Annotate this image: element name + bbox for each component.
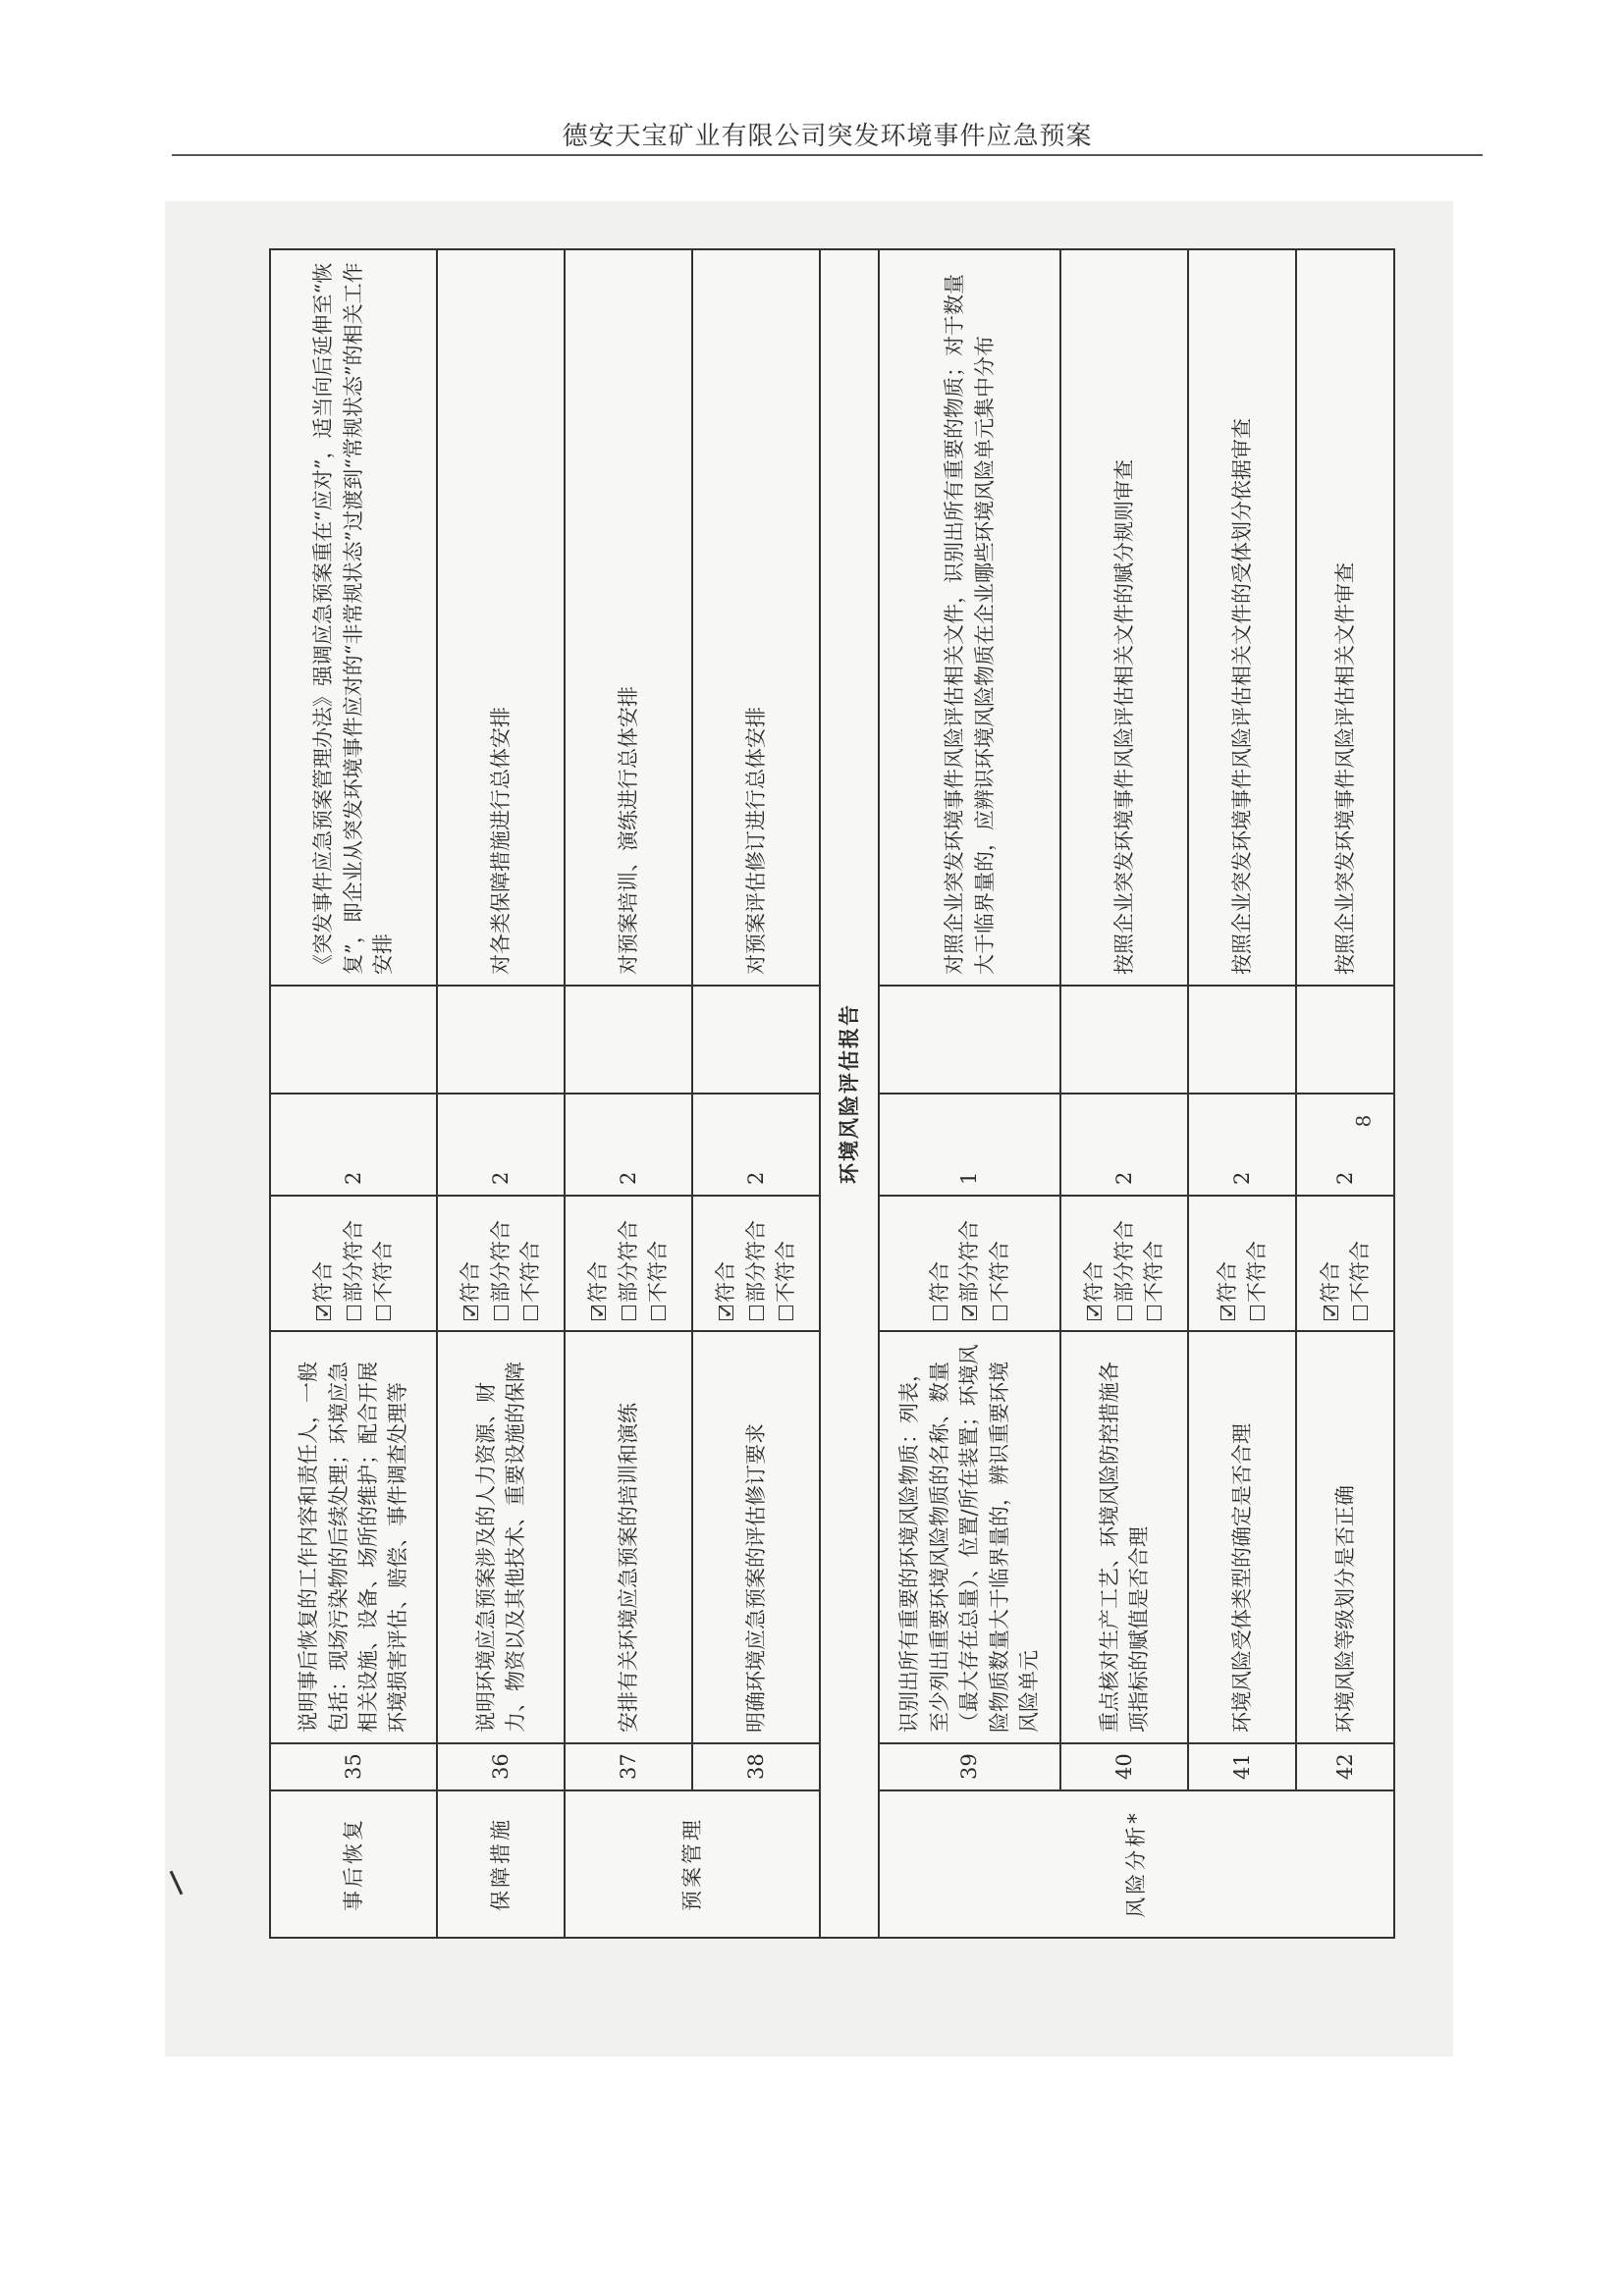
compliance-option	[1316, 1206, 1345, 1320]
compliance-option	[339, 1206, 368, 1320]
table-row	[565, 249, 692, 1938]
compliance-option	[1110, 1206, 1139, 1320]
category-cell: 事后恢复	[270, 1790, 437, 1938]
requirement-text: 说明事后恢复的工作内容和责任人，一般包括：现场污染物的后续处理；环境应急相关设施、设备、场所的维护；配合开展环境损害评估、赔偿、事件调查处理等	[270, 1331, 437, 1743]
score-blank	[565, 986, 692, 1094]
item-number: 37	[565, 1743, 692, 1790]
review-table	[269, 248, 1395, 1939]
explanation-text: 对预案评估修订进行总体安排	[692, 249, 820, 986]
checked-box-icon	[316, 1306, 331, 1320]
explanation-text: 按照企业突发环境事件风险评估相关文件审查	[1296, 249, 1394, 986]
table-row	[1296, 249, 1394, 1938]
table-row	[437, 249, 565, 1938]
option-label: 部分符合	[957, 1220, 982, 1303]
checkbox-icon	[494, 1306, 509, 1320]
compliance-option	[954, 1206, 984, 1320]
option-label: 符合	[1318, 1261, 1342, 1303]
option-label: 符合	[714, 1261, 738, 1303]
page-header-title: 德安天宝矿业有限公司突发环境事件应急预案	[562, 122, 1093, 151]
checkbox-icon	[1147, 1306, 1162, 1320]
compliance-option	[308, 1206, 338, 1320]
score-value: 2	[1188, 1094, 1296, 1196]
option-label: 部分符合	[616, 1220, 640, 1303]
compliance-option	[583, 1206, 613, 1320]
explanation-text: 按照企业突发环境事件风险评估相关文件的赋分规则审查	[1060, 249, 1188, 986]
compliance-option	[1139, 1206, 1168, 1320]
compliance-options	[565, 1196, 692, 1331]
compliance-options	[270, 1196, 437, 1331]
option-label: 符合	[1215, 1261, 1239, 1303]
table-row	[692, 249, 820, 1938]
compliance-option	[925, 1206, 954, 1320]
requirement-text: 环境风险受体类型的确定是否合理	[1188, 1331, 1296, 1743]
compliance-option	[368, 1206, 398, 1320]
explanation-text: 《突发事件应急预案管理办法》强调应急预案重在“应对”，适当向后延伸至“恢复”，即企业从突发环境事件应对的“非常规状态”过渡到“常规状态”的相关工作安排	[270, 249, 437, 986]
score-value: 1	[879, 1094, 1060, 1196]
compliance-options	[1188, 1196, 1296, 1331]
option-label: 部分符合	[488, 1220, 513, 1303]
table-row	[1188, 249, 1296, 1938]
item-number: 39	[879, 1743, 1060, 1790]
compliance-option	[985, 1206, 1014, 1320]
score-value: 2	[692, 1094, 820, 1196]
compliance-option	[1213, 1206, 1242, 1320]
compliance-option	[486, 1206, 515, 1320]
checkbox-icon	[933, 1306, 947, 1320]
checkbox-icon	[1250, 1306, 1265, 1320]
compliance-option	[711, 1206, 740, 1320]
item-number: 42	[1296, 1743, 1394, 1790]
option-label: 符合	[459, 1261, 483, 1303]
checkbox-icon	[993, 1306, 1007, 1320]
option-label: 不符合	[1245, 1241, 1269, 1303]
score-blank	[1060, 986, 1188, 1094]
checkbox-icon	[622, 1306, 636, 1320]
checked-box-icon	[1220, 1306, 1235, 1320]
compliance-option	[1242, 1206, 1272, 1320]
checked-box-icon	[591, 1306, 606, 1320]
option-label: 部分符合	[1111, 1220, 1136, 1303]
option-label: 不符合	[1348, 1241, 1372, 1303]
option-label: 部分符合	[341, 1220, 365, 1303]
requirement-text: 环境风险等级划分是否正确	[1296, 1331, 1394, 1743]
checkbox-icon	[347, 1306, 361, 1320]
category-cell: 预案管理	[565, 1790, 820, 1938]
compliance-option	[456, 1206, 485, 1320]
checkbox-icon	[1117, 1306, 1132, 1320]
section-heading: 环境风险评估报告	[820, 249, 879, 1938]
item-number: 35	[270, 1743, 437, 1790]
option-label: 符合	[927, 1261, 951, 1303]
checked-box-icon	[1324, 1306, 1338, 1320]
score-blank	[1188, 986, 1296, 1094]
item-number: 38	[692, 1743, 820, 1790]
compliance-options	[879, 1196, 1060, 1331]
option-label: 不符合	[646, 1241, 671, 1303]
checked-box-icon	[463, 1306, 478, 1320]
item-number: 36	[437, 1743, 565, 1790]
compliance-options	[692, 1196, 820, 1331]
rotated-table-wrapper	[269, 250, 1372, 1939]
option-label: 不符合	[774, 1241, 798, 1303]
checkbox-icon	[651, 1306, 666, 1320]
checked-box-icon	[962, 1306, 977, 1320]
category-cell: 保障措施	[437, 1790, 565, 1938]
option-label: 符合	[1082, 1261, 1107, 1303]
checked-box-icon	[719, 1306, 733, 1320]
option-label: 不符合	[987, 1241, 1011, 1303]
requirement-text: 识别出所有重要的环境风险物质：列表，至少列出重要环境风险物质的名称、数量（最大存在总量）、位置/所在装置；环境风险物质数量大于临界量的，辨识重要环境风险单元	[879, 1331, 1060, 1743]
score-value: 2	[1060, 1094, 1188, 1196]
table-row	[270, 249, 437, 1938]
compliance-option	[1079, 1206, 1109, 1320]
compliance-options	[1296, 1196, 1394, 1331]
score-blank	[879, 986, 1060, 1094]
requirement-text: 重点核对生产工艺、环境风险防控措施各项指标的赋值是否合理	[1060, 1331, 1188, 1743]
compliance-option	[771, 1206, 800, 1320]
requirement-text: 安排有关环境应急预案的培训和演练	[565, 1331, 692, 1743]
checkbox-icon	[1353, 1306, 1368, 1320]
header-divider	[172, 154, 1483, 156]
score-blank	[1296, 986, 1394, 1094]
checkbox-icon	[376, 1306, 391, 1320]
score-blank	[692, 986, 820, 1094]
option-label: 不符合	[1142, 1241, 1166, 1303]
explanation-text: 对各类保障措施进行总体安排	[437, 249, 565, 986]
explanation-text: 对预案培训、演练进行总体安排	[565, 249, 692, 986]
option-label: 符合	[311, 1261, 336, 1303]
checkbox-icon	[779, 1306, 793, 1320]
item-number: 41	[1188, 1743, 1296, 1790]
compliance-option	[614, 1206, 643, 1320]
table-row	[1060, 249, 1188, 1938]
compliance-option	[1345, 1206, 1375, 1320]
score-blank	[437, 986, 565, 1094]
explanation-text: 对照企业突发环境事件风险评估相关文件，识别出所有重要的物质；对于数量大于临界量的，应辨识环境风险物质在企业哪些环境风险单元集中分布	[879, 249, 1060, 986]
checkbox-icon	[749, 1306, 764, 1320]
compliance-option	[515, 1206, 545, 1320]
option-label: 不符合	[371, 1241, 396, 1303]
option-label: 不符合	[518, 1241, 543, 1303]
option-label: 部分符合	[743, 1220, 768, 1303]
section-row	[820, 249, 879, 1938]
explanation-text: 按照企业突发环境事件风险评估相关文件的受体划分依据审查	[1188, 249, 1296, 986]
requirement-text: 明确环境应急预案的评估修订要求	[692, 1331, 820, 1743]
score-value: 2	[1296, 1094, 1394, 1196]
item-number: 40	[1060, 1743, 1188, 1790]
compliance-options	[437, 1196, 565, 1331]
compliance-options	[1060, 1196, 1188, 1331]
score-value: 2	[270, 1094, 437, 1196]
checkbox-icon	[523, 1306, 538, 1320]
compliance-option	[643, 1206, 673, 1320]
table-row	[879, 249, 1060, 1938]
score-value: 2	[437, 1094, 565, 1196]
checked-box-icon	[1087, 1306, 1102, 1320]
option-label: 符合	[586, 1261, 611, 1303]
score-value: 2	[565, 1094, 692, 1196]
category-cell: 风险分析*	[879, 1790, 1394, 1938]
page-number: 8	[1351, 1114, 1376, 1128]
score-blank	[270, 986, 437, 1094]
compliance-option	[741, 1206, 771, 1320]
requirement-text: 说明环境应急预案涉及的人力资源、财力、物资以及其他技术、重要设施的保障	[437, 1331, 565, 1743]
